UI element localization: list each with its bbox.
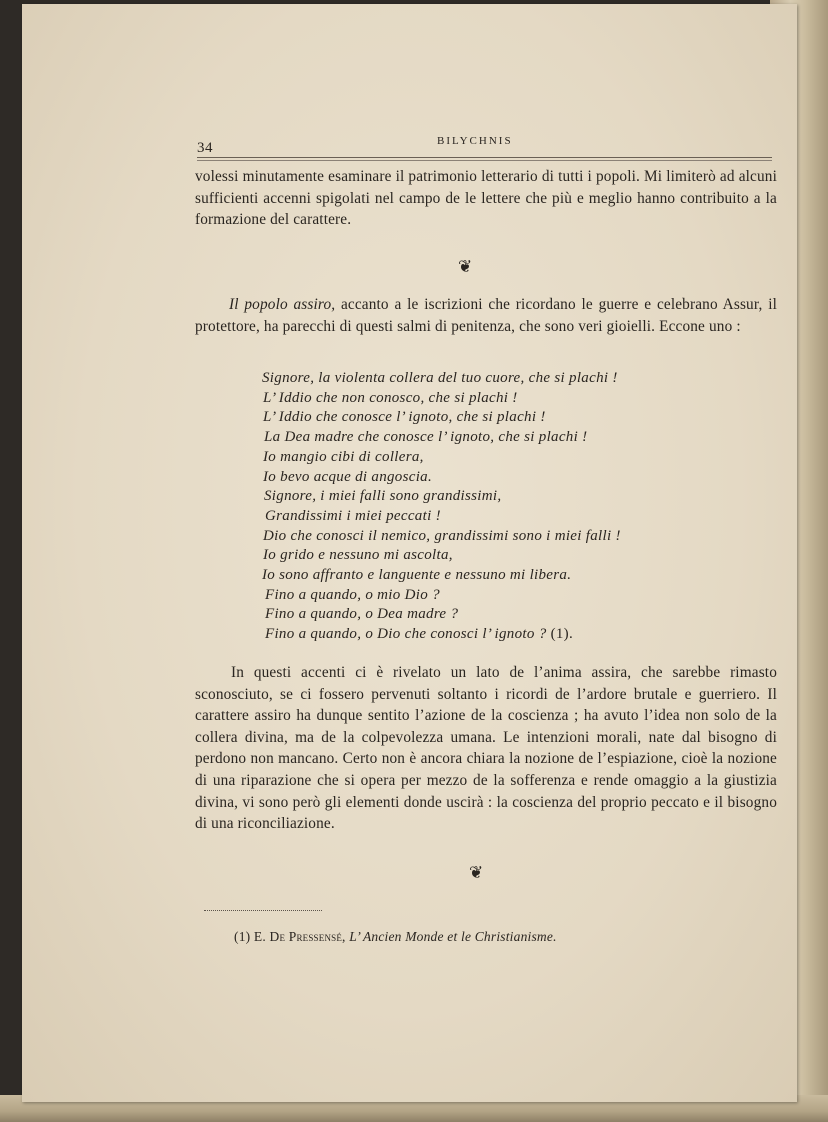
paragraph-assyrian-people [195, 294, 777, 337]
running-title: BILYCHNIS [437, 135, 513, 147]
poem-line: Io grido e nessuno mi ascolta, [263, 547, 453, 564]
book-page [22, 4, 797, 1102]
poem-line: Fino a quando, o mio Dio ? [265, 586, 440, 603]
fleuron-ornament: ❦ [458, 257, 473, 277]
footnote [234, 927, 754, 947]
penitential-psalm [262, 369, 682, 645]
paragraph-lead-italic: Il popolo assiro, [229, 296, 336, 313]
page-number: 34 [197, 140, 213, 156]
footnote-separator [204, 910, 322, 911]
poem-line-text: Fino a quando, o Dio che conosci l’ ignoto ? [265, 626, 547, 643]
footnote-reference: (1). [546, 626, 574, 643]
poem-line: L’ Iddio che non conosco, che si plachi ! [263, 389, 518, 406]
page-header [197, 132, 775, 162]
footnote-author: E. De Pressensé, [253, 929, 346, 944]
poem-line: Signore, la violenta collera del tuo cuore, che si plachi ! [262, 370, 618, 386]
poem-line: Dio che conosci il nemico, grandissimi sono i miei falli ! [263, 527, 621, 544]
poem-line: Fino a quando, o Dea madre ? [265, 606, 459, 623]
paragraph-commentary: In questi accenti ci è rivelato un lato de l’anima assira, che sarebbe rimasto sconosciuto, se ci fossero pervenuti soltanto i ricordi de l’ardore brutale e guerriero. Il carattere assiro ha dunque sentito l’azione de la coscienza ; ha avuto l’idea non solo de la collera divina, ma de la colpevolezza umana. Le intenzioni morali, nate dal bisogno di perdono non mancano. Certo non è ancora chiara la nozione de l’espiazione, cioè la nozione di una riparazione che si opera per mezzo de la sofferenza e rende omaggio a la giustizia divina, vi sono però gli elementi donde uscirà : la coscienza del proprio peccato e il bisogno di una riconciliazione. [195, 664, 777, 833]
poem-line: L’ Iddio che conosce l’ ignoto, che si plachi ! [263, 409, 546, 426]
poem-line: Io sono affranto e languente e nessuno mi libera. [262, 567, 572, 584]
poem-line: La Dea madre che conosce l’ ignoto, che si plachi ! [264, 429, 588, 446]
fleuron-ornament: ❦ [469, 863, 484, 883]
paragraph-body: accanto a le iscrizioni che ricordano le guerre e celebrano Assur, il protettore, ha parecchi di questi salmi di penitenza, che sono veri gioielli. Eccone uno : [195, 296, 777, 335]
poem-line: Signore, i miei falli sono grandissimi, [264, 488, 502, 505]
header-rule-thin [197, 160, 772, 161]
footnote-marker: (1) [234, 929, 254, 944]
poem-line: Io bevo acque di angoscia. [263, 468, 433, 485]
paragraph-intro: volessi minutamente esaminare il patrimonio letterario di tutti i popoli. Mi limiterò ad alcuni sufficienti accenni spigolati nel campo de le lettere che più e meglio hanno contribuito a la formazione del carattere. [195, 168, 777, 229]
header-rule [197, 157, 772, 158]
poem-line: Grandissimi i miei peccati ! [265, 507, 441, 524]
poem-line: Io mangio cibi di collera, [263, 448, 424, 465]
poem-line-last [265, 625, 682, 645]
footnote-work-title: L’ Ancien Monde et le Christianisme. [345, 929, 557, 944]
